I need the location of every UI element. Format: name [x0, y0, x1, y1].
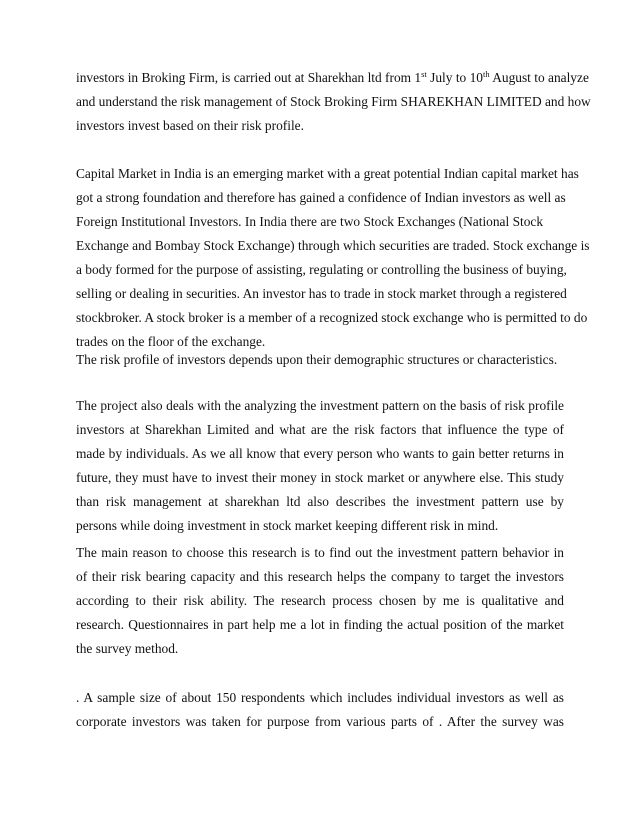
text-line: trades on the floor of the exchange.: [76, 334, 266, 349]
text-line: Foreign Institutional Investors. In India there are two Stock Exchanges (National Stock: [76, 214, 544, 229]
text-line: made by individuals. As we all know that every person who wants to gain better returns in: [76, 446, 564, 461]
text-line: Exchange and Bombay Stock Exchange) through which securities are traded. Stock exchange is: [76, 238, 590, 253]
text-line: [76, 66, 589, 90]
ordinal-superscript: th: [482, 69, 490, 79]
text-line: selling or dealing in securities. An investor has to trade in stock market through a registered: [76, 286, 567, 301]
text-line: a body formed for the purpose of assisting, regulating or controlling the business of buying,: [76, 262, 567, 277]
paragraph-capital-market: [76, 162, 590, 354]
text-line: got a strong foundation and therefore has gained a confidence of Indian investors as well as: [76, 190, 566, 205]
text-line: of their risk bearing capacity and this research helps the company to target the investors: [76, 569, 564, 584]
paragraph-project: [76, 394, 564, 538]
text-line: than risk management at sharekhan ltd also describes the investment pattern use by: [76, 494, 564, 509]
text-line: . A sample size of about 150 respondents which includes individual investors as well as: [76, 690, 564, 705]
text-line: investors invest based on their risk profile.: [76, 118, 304, 133]
text-line: Capital Market in India is an emerging market with a great potential Indian capital market has: [76, 166, 579, 181]
text-line: The main reason to choose this research is to find out the investment pattern behavior in: [76, 545, 564, 560]
text-line: investors at Sharekhan Limited and what are the risk factors that influence the type of: [76, 422, 564, 437]
text-line: The risk profile of investors depends upon their demographic structures or characteristics.: [76, 352, 558, 367]
paragraph-sample-size: [76, 686, 564, 734]
text-run: July to 10: [426, 70, 483, 85]
text-line: according to their risk ability. The research process chosen by me is qualitative and: [76, 593, 564, 608]
text-run: August to analyze: [489, 70, 589, 85]
text-line: and understand the risk management of Stock Broking Firm SHAREKHAN LIMITED and how: [76, 94, 591, 109]
paragraph-research-reason: [76, 541, 564, 661]
paragraph-intro: [76, 66, 591, 138]
text-line: persons while doing investment in stock market keeping different risk in mind.: [76, 518, 499, 533]
text-line: future, they must have to invest their money in stock market or anywhere else. This study: [76, 470, 564, 485]
paragraph-risk-profile: [76, 348, 564, 372]
text-line: The project also deals with the analyzing the investment pattern on the basis of risk profile: [76, 398, 564, 413]
text-line: the survey method.: [76, 641, 179, 656]
text-run: investors in Broking Firm, is carried out at Sharekhan ltd from 1: [76, 70, 422, 85]
text-line: stockbroker. A stock broker is a member of a recognized stock exchange who is permitted to do: [76, 310, 588, 325]
text-line: research. Questionnaires in part help me a lot in finding the actual position of the market: [76, 617, 564, 632]
ordinal-superscript: st: [421, 69, 427, 79]
text-line: corporate investors was taken for purpose from various parts of . After the survey was: [76, 714, 564, 729]
